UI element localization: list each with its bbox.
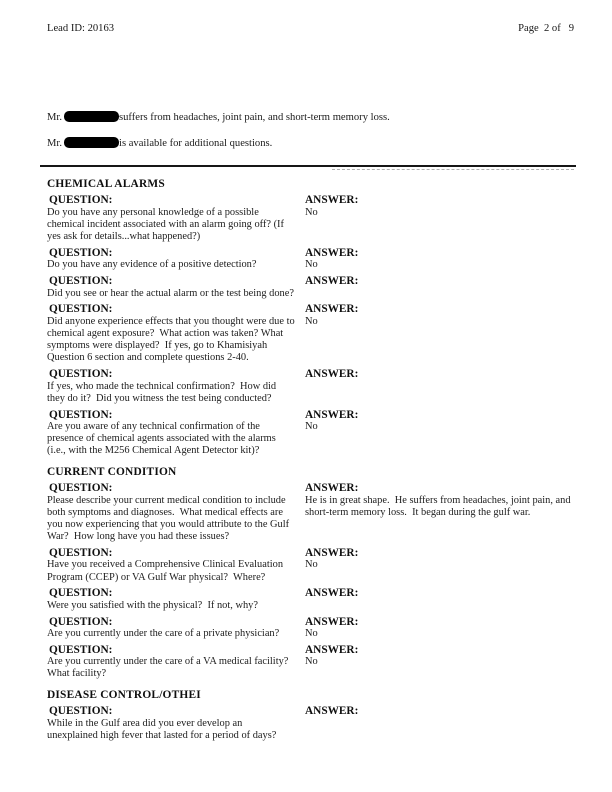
qa-header-row: [47, 705, 574, 718]
question-text: Do you have any personal knowledge of a possible chemical incident associated with an alarm going off? (If yes ask for details...what happened?): [47, 206, 287, 243]
answer-label: ANSWER:: [305, 408, 359, 421]
redaction-box: [64, 137, 119, 148]
answer-label: ANSWER:: [305, 275, 359, 288]
answer-text: No: [305, 421, 318, 433]
answer-label: ANSWER:: [305, 194, 359, 207]
answer-label: ANSWER:: [305, 615, 359, 628]
salutation: Mr.: [47, 112, 63, 123]
qa-pair: [47, 482, 574, 543]
qa-body-row: [47, 495, 574, 544]
question-label: QUESTION:: [49, 482, 113, 495]
question-label: QUESTION:: [49, 194, 113, 207]
answer-label: ANSWER:: [305, 368, 359, 381]
section-current-condition: [47, 466, 574, 681]
qa-body-row: [47, 600, 574, 612]
question-text: Are you currently under the care of a private physician?: [47, 628, 280, 640]
qa-body-row: [47, 628, 574, 640]
question-text: Are you aware of any technical confirmation of the presence of chemical agents associated with the alarms (i.e., with the M256 Chemical Agent Detector kit)?: [47, 421, 279, 457]
qa-header-row: [47, 547, 574, 560]
qa-body-row: [47, 381, 574, 405]
answer-label: ANSWER:: [305, 587, 359, 600]
qa-pair: [47, 705, 574, 742]
page-number: Page 2 of 9: [518, 23, 574, 34]
qa-body-row: [47, 656, 574, 680]
question-text: While in the Gulf area did you ever develop an unexplained high fever that lasted for a period of days?: [47, 717, 277, 741]
redaction-box: [64, 111, 119, 122]
question-label: QUESTION:: [49, 546, 113, 559]
question-label: QUESTION:: [49, 246, 113, 259]
qa-body-row: [47, 559, 574, 583]
question-text: Did you see or hear the actual alarm or the test being done?: [47, 287, 294, 299]
qa-body-row: [47, 288, 574, 300]
answer-label: ANSWER:: [305, 482, 359, 495]
question-text: Have you received a Comprehensive Clinical Evaluation Program (CCEP) or VA Gulf War physical? Where?: [47, 559, 286, 583]
question-text: Were you satisfied with the physical? If not, why?: [47, 599, 258, 611]
question-label: QUESTION:: [49, 303, 113, 316]
qa-header-row: [47, 409, 574, 422]
qa-header-row: [47, 482, 574, 495]
question-label: QUESTION:: [49, 587, 113, 600]
qa-body-row: [47, 207, 574, 244]
answer-label: ANSWER:: [305, 303, 359, 316]
question-text: Please describe your current medical condition to include both symptoms and diagnoses. What medical effects are you now experiencing that you would attribute to the Gulf War? How long have you had these issues?: [47, 494, 292, 543]
qa-pair: [47, 409, 574, 458]
answer-text: No: [305, 315, 318, 327]
section-disease-control: [47, 689, 574, 742]
question-label: QUESTION:: [49, 615, 113, 628]
intro-line-2: [47, 137, 574, 150]
question-label: QUESTION:: [49, 408, 113, 421]
answer-label: ANSWER:: [305, 643, 359, 656]
answer-text: No: [305, 259, 318, 271]
qa-header-row: [47, 616, 574, 629]
qa-body-row: [47, 718, 574, 742]
qa-pair: [47, 247, 574, 272]
question-label: QUESTION:: [49, 705, 113, 718]
intro-text: suffers from headaches, joint pain, and short-term memory loss.: [119, 112, 390, 123]
section-chemical-alarms: [47, 178, 574, 458]
scan-artifact-line: [332, 169, 574, 170]
answer-text: He is in great shape. He suffers from headaches, joint pain, and short-term memory loss. It began during the gulf war.: [305, 494, 574, 518]
question-label: QUESTION:: [49, 275, 113, 288]
qa-pair: [47, 303, 574, 364]
qa-pair: [47, 616, 574, 641]
salutation: Mr.: [47, 138, 63, 150]
section-title: CHEMICAL ALARMS: [47, 177, 165, 190]
qa-header-row: [47, 275, 574, 288]
question-label: QUESTION:: [49, 368, 113, 381]
qa-pair: [47, 194, 574, 243]
qa-pair: [47, 547, 574, 584]
answer-text: No: [305, 559, 318, 571]
qa-pair: [47, 587, 574, 612]
section-title: CURRENT CONDITION: [47, 465, 177, 478]
question-label: QUESTION:: [49, 643, 113, 656]
question-text: Are you currently under the care of a VA medical facility? What facility?: [47, 656, 294, 680]
intro-paragraphs: [47, 111, 574, 151]
answer-label: ANSWER:: [305, 705, 359, 718]
qa-header-row: [47, 247, 574, 260]
answer-label: ANSWER:: [305, 546, 359, 559]
answer-text: No: [305, 656, 318, 668]
qa-pair: [47, 368, 574, 405]
intro-text: is available for additional questions.: [119, 138, 273, 150]
question-text: If yes, who made the technical confirmation? How did they do it? Did you witness the test being conducted?: [47, 380, 279, 404]
qa-body-row: [47, 316, 574, 365]
qa-body-row: [47, 421, 574, 458]
answer-text: No: [305, 628, 318, 640]
question-text: Did anyone experience effects that you thought were due to chemical agent exposure? What action was taken? What symptoms were displayed? If yes, go to Khamisiyah Question 6 section and complete questions 2-40.: [47, 315, 298, 364]
qa-header-row: [47, 644, 574, 657]
section-divider-rule: [40, 165, 576, 167]
page-header: [47, 22, 574, 35]
lead-id: Lead ID: 20163: [47, 23, 115, 34]
qa-pair: [47, 644, 574, 681]
qa-header-row: [47, 587, 574, 600]
section-title: DISEASE CONTROL/OTHEI: [47, 688, 201, 701]
qa-body-row: [47, 259, 574, 271]
qa-pair: [47, 275, 574, 300]
answer-label: ANSWER:: [305, 246, 359, 259]
question-text: Do you have any evidence of a positive detection?: [47, 259, 257, 271]
qa-header-row: [47, 194, 574, 207]
intro-line-1: [47, 111, 574, 124]
answer-text: No: [305, 206, 318, 218]
qa-header-row: [47, 368, 574, 381]
qa-header-row: [47, 303, 574, 316]
